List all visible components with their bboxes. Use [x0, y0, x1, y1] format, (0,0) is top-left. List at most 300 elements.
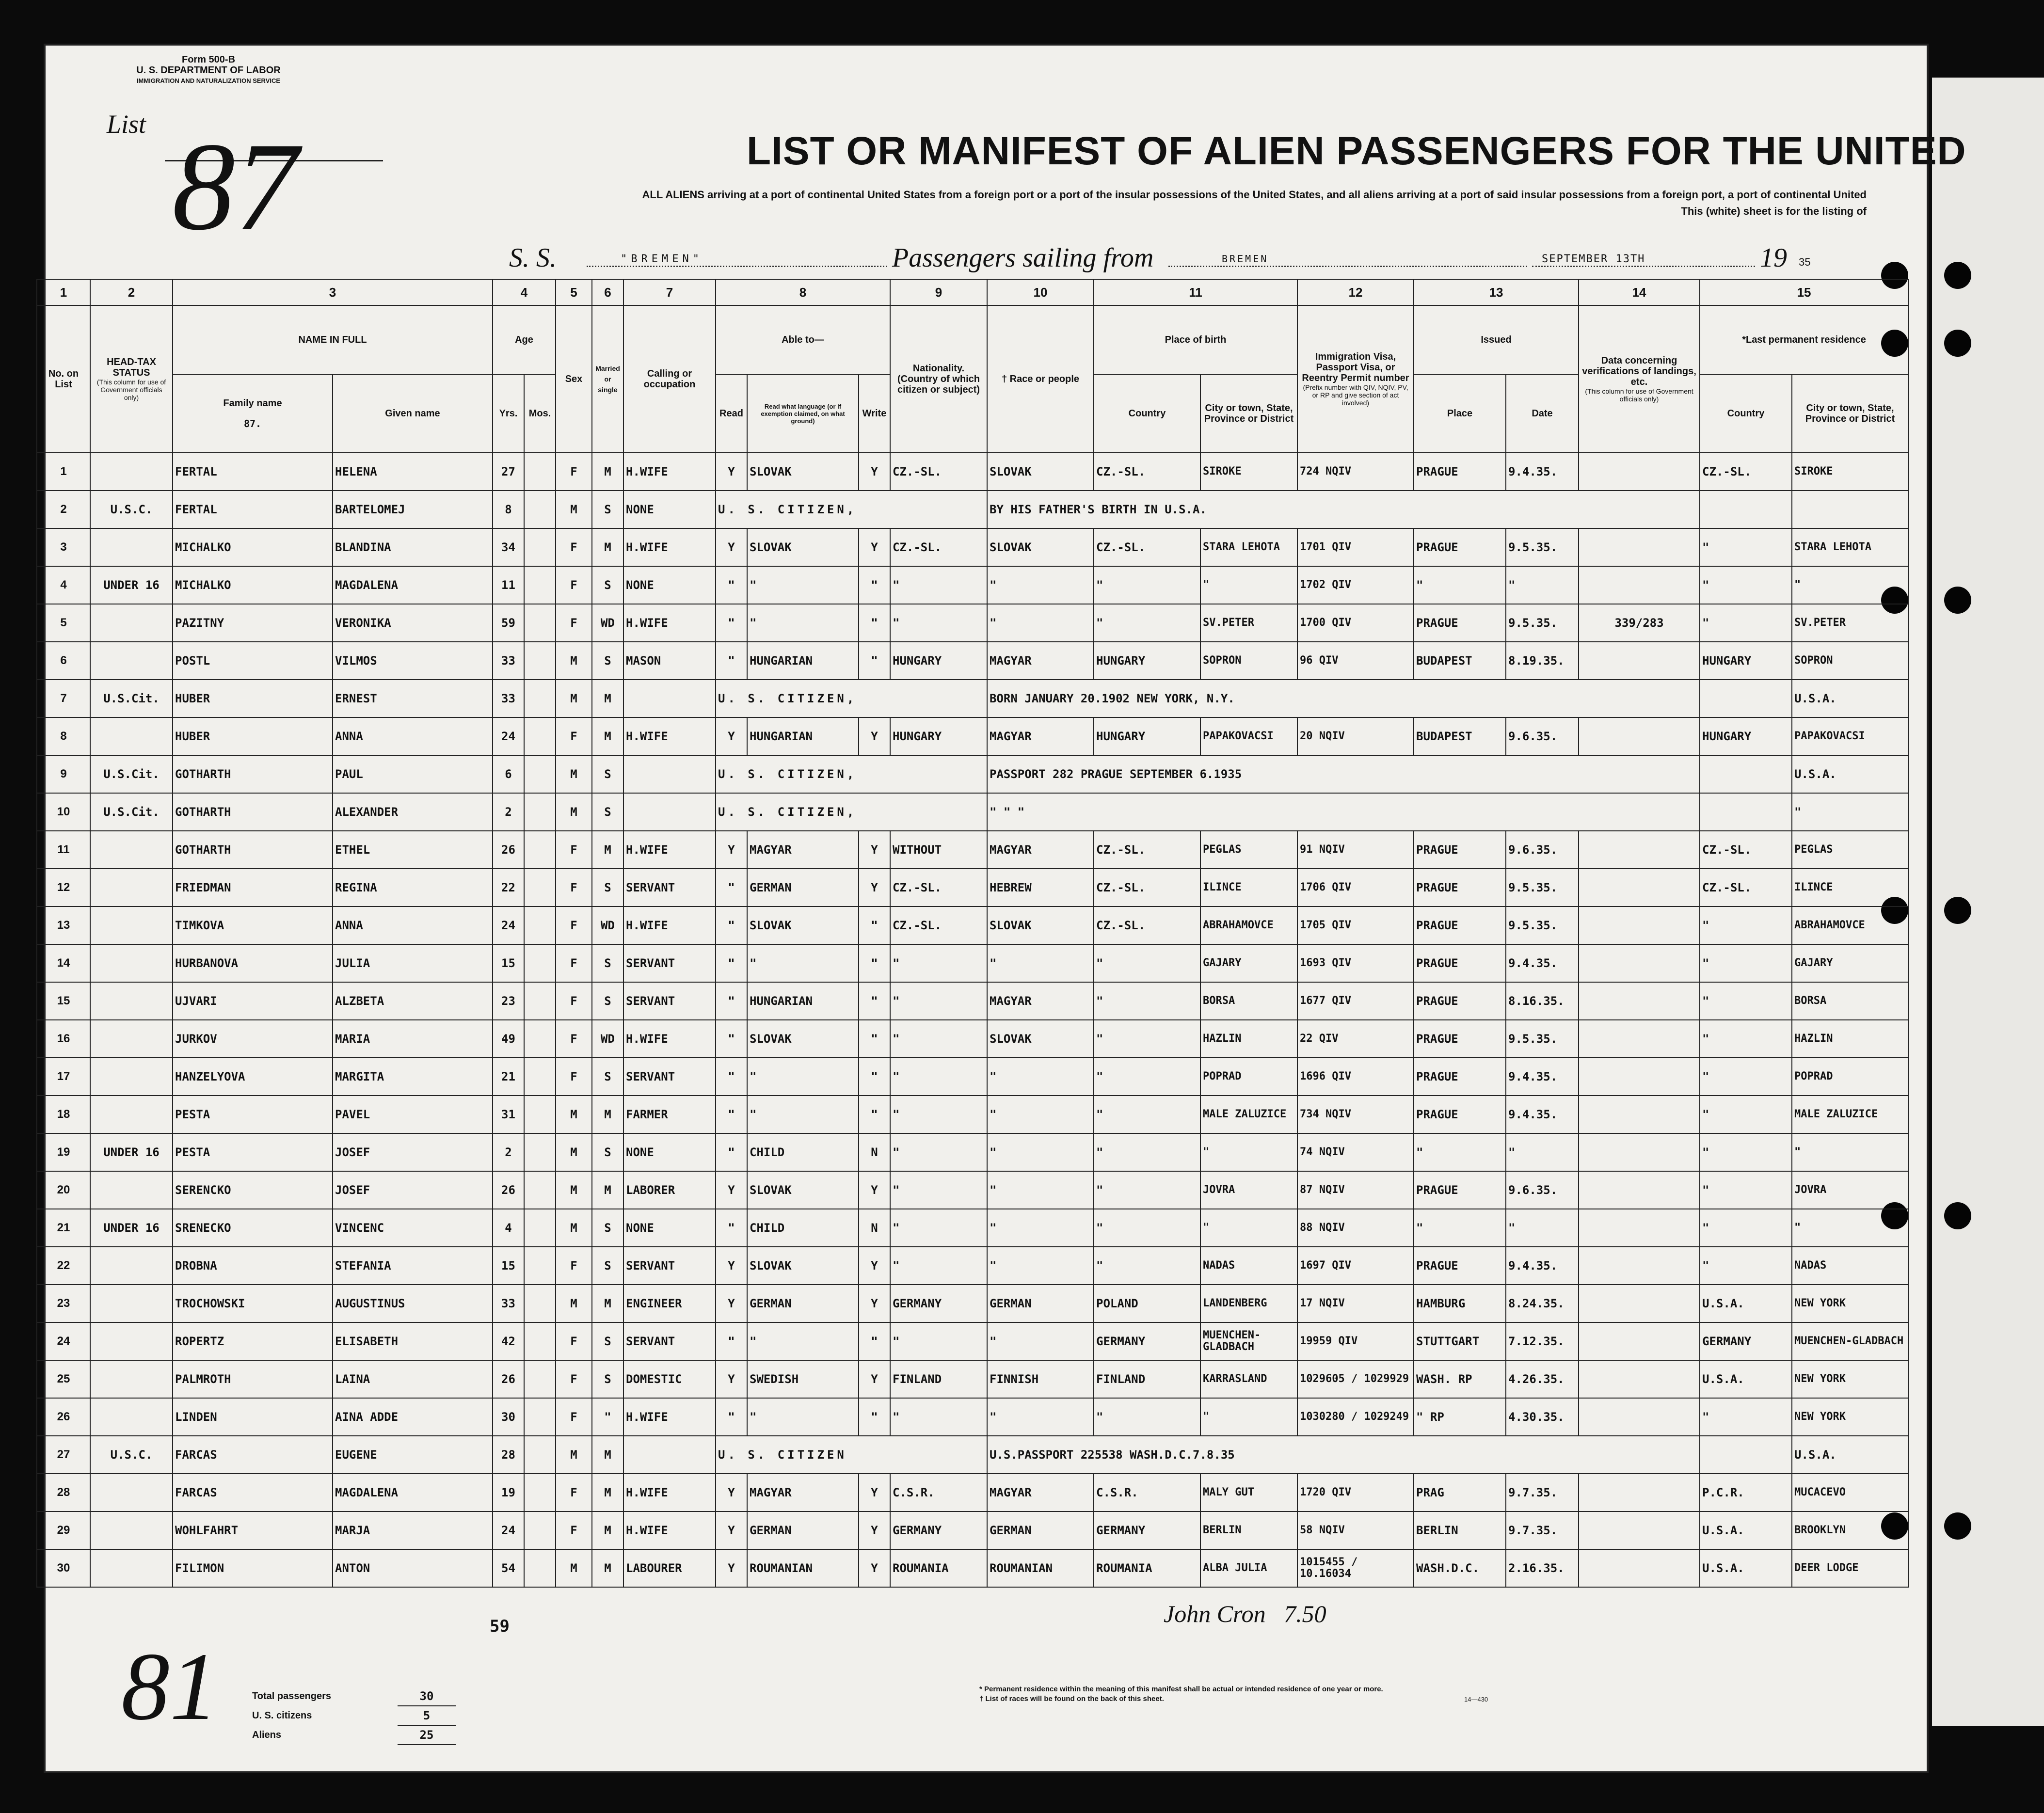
header-issued: Issued: [1414, 305, 1579, 374]
verification: [1579, 1133, 1700, 1171]
column-number: 2: [90, 279, 173, 305]
birth-city: NADAS: [1200, 1247, 1297, 1285]
age-months: [524, 982, 556, 1020]
family-name: PALMROTH: [173, 1360, 333, 1398]
head-tax-status: [90, 1322, 173, 1360]
age-months: [524, 604, 556, 642]
binder-hole: [1944, 1512, 1971, 1540]
family-name: GOTHARTH: [173, 831, 333, 869]
year-prefix: 19: [1760, 243, 1787, 273]
marital-status: WD: [592, 906, 623, 944]
family-name: HURBANOVA: [173, 944, 333, 982]
visa-number: 22 QIV: [1297, 1020, 1414, 1058]
marital-status: S: [592, 944, 623, 982]
birth-country: ": [1094, 1398, 1200, 1436]
age-years: 22: [493, 869, 524, 906]
issued-place: BUDAPEST: [1414, 717, 1506, 755]
family-name: DROBNA: [173, 1247, 333, 1285]
can-read: ": [716, 1322, 747, 1360]
row-number: 25: [37, 1360, 90, 1398]
row-number: 12: [37, 869, 90, 906]
column-number-row: [37, 279, 1908, 305]
issued-date: 9.5.35.: [1506, 869, 1579, 906]
issued-place: ": [1414, 1209, 1506, 1247]
page-count: 59: [490, 1617, 510, 1636]
race: ": [987, 1133, 1094, 1171]
passenger-row: [37, 1398, 1908, 1436]
residence-country: HUNGARY: [1700, 717, 1792, 755]
residence-country: P.C.R.: [1700, 1474, 1792, 1511]
sex: F: [556, 1020, 592, 1058]
nationality: C.S.R.: [890, 1474, 987, 1511]
header-issued-place: Place: [1414, 374, 1506, 453]
marital-status: S: [592, 566, 623, 604]
issued-place: WASH. RP: [1414, 1360, 1506, 1398]
can-write: Y: [859, 1171, 890, 1209]
age-months: [524, 1285, 556, 1322]
birth-city: POPRAD: [1200, 1058, 1297, 1096]
given-name: ANTON: [333, 1549, 493, 1587]
issued-place: PRAG: [1414, 1474, 1506, 1511]
issued-date: 9.6.35.: [1506, 1171, 1579, 1209]
aliens-row: [252, 1726, 504, 1745]
verification: [1579, 1020, 1700, 1058]
subtitle-line-1: ALL ALIENS arriving at a port of continental United States from a foreign port or a port of the insular possessions of the United States, and all aliens arriving at a port of said insular possessions from a foreign port, a port of continental United: [642, 189, 1867, 201]
residence-city: BROOKLYN: [1792, 1511, 1908, 1549]
residence-country: U.S.A.: [1700, 1549, 1792, 1587]
occupation: LABOURER: [623, 1549, 716, 1587]
race: GERMAN: [987, 1285, 1094, 1322]
residence-country: ": [1700, 1020, 1792, 1058]
header-verification: [1579, 305, 1700, 453]
sex: M: [556, 642, 592, 680]
age-months: [524, 1096, 556, 1133]
read-language: HUNGARIAN: [747, 717, 859, 755]
birth-country: FINLAND: [1094, 1360, 1200, 1398]
issued-place: PRAGUE: [1414, 528, 1506, 566]
issued-date: 9.4.35.: [1506, 1096, 1579, 1133]
head-tax-status: U.S.Cit.: [90, 793, 173, 831]
occupation: [623, 755, 716, 793]
issued-date: 9.4.35.: [1506, 1058, 1579, 1096]
visa-number: 1696 QIV: [1297, 1058, 1414, 1096]
head-tax-status: [90, 1549, 173, 1587]
visa-number: 74 NQIV: [1297, 1133, 1414, 1171]
verification: [1579, 717, 1700, 755]
race: ": [987, 1247, 1094, 1285]
age-years: 33: [493, 680, 524, 717]
occupation: DOMESTIC: [623, 1360, 716, 1398]
passenger-row: [37, 1511, 1908, 1549]
can-read: ": [716, 869, 747, 906]
read-language: ROUMANIAN: [747, 1549, 859, 1587]
head-tax-status: [90, 1058, 173, 1096]
header-residence-city: City or town, State, Province or District: [1792, 374, 1908, 453]
can-write: Y: [859, 528, 890, 566]
family-name: PESTA: [173, 1133, 333, 1171]
visa-number: 58 NQIV: [1297, 1511, 1414, 1549]
nationality: ": [890, 1058, 987, 1096]
given-name: MARIA: [333, 1020, 493, 1058]
verification: [1579, 1360, 1700, 1398]
family-name: POSTL: [173, 642, 333, 680]
issued-date: 4.30.35.: [1506, 1398, 1579, 1436]
race: MAGYAR: [987, 831, 1094, 869]
residence-city: MALE ZALUZICE: [1792, 1096, 1908, 1133]
race: ": [987, 1322, 1094, 1360]
header-family-name: [173, 374, 333, 453]
race: ": [987, 1398, 1094, 1436]
marital-status: M: [592, 1436, 623, 1474]
read-language: SLOVAK: [747, 906, 859, 944]
marital-status: M: [592, 528, 623, 566]
given-name: PAUL: [333, 755, 493, 793]
given-name: VILMOS: [333, 642, 493, 680]
issued-place: PRAGUE: [1414, 831, 1506, 869]
header-calling: Calling or occupation: [623, 305, 716, 453]
issued-date: 9.6.35.: [1506, 717, 1579, 755]
issued-place: " RP: [1414, 1398, 1506, 1436]
age-years: 8: [493, 491, 524, 528]
age-years: 26: [493, 1360, 524, 1398]
handwritten-total: 81: [121, 1633, 218, 1740]
age-months: [524, 680, 556, 717]
birth-city: BORSA: [1200, 982, 1297, 1020]
age-months: [524, 642, 556, 680]
birth-city: ILINCE: [1200, 869, 1297, 906]
verification: [1579, 1285, 1700, 1322]
read-language: GERMAN: [747, 869, 859, 906]
verification: [1579, 1096, 1700, 1133]
marital-status: S: [592, 982, 623, 1020]
read-language: CHILD: [747, 1133, 859, 1171]
age-months: [524, 944, 556, 982]
given-name: MAGDALENA: [333, 566, 493, 604]
can-write: ": [859, 906, 890, 944]
head-tax-status: U.S.C.: [90, 1436, 173, 1474]
issued-place: PRAGUE: [1414, 1020, 1506, 1058]
verification: [1579, 1209, 1700, 1247]
column-number: 14: [1579, 279, 1700, 305]
binder-hole: [1944, 1202, 1971, 1229]
read-language: SLOVAK: [747, 528, 859, 566]
column-number: 4: [493, 279, 556, 305]
verification: [1700, 755, 1792, 793]
verification: [1700, 491, 1792, 528]
header-age: Age: [493, 305, 556, 374]
can-read: ": [716, 604, 747, 642]
family-name: LINDEN: [173, 1398, 333, 1436]
passenger-row: [37, 1209, 1908, 1247]
passenger-row: [37, 1549, 1908, 1587]
birth-country: CZ.-SL.: [1094, 906, 1200, 944]
occupation: H.WIFE: [623, 604, 716, 642]
family-name: HANZELYOVA: [173, 1058, 333, 1096]
age-years: 27: [493, 453, 524, 491]
head-tax-status: [90, 1398, 173, 1436]
family-name: JURKOV: [173, 1020, 333, 1058]
residence-country: U.S.A.: [1792, 1436, 1908, 1474]
age-years: 2: [493, 1133, 524, 1171]
visa-label: Immigration Visa, Passport Visa, or Reentry Permit number: [1302, 351, 1409, 383]
visa-number: 1015455 / 10.16034: [1297, 1549, 1414, 1587]
age-months: [524, 528, 556, 566]
residence-city: SV.PETER: [1792, 604, 1908, 642]
nationality: CZ.-SL.: [890, 453, 987, 491]
header-mos: Mos.: [524, 374, 556, 453]
nationality: ROUMANIA: [890, 1549, 987, 1587]
residence-country: GERMANY: [1700, 1322, 1792, 1360]
nationality: ": [890, 982, 987, 1020]
occupation: H.WIFE: [623, 831, 716, 869]
can-read: Y: [716, 1171, 747, 1209]
residence-city: ": [1792, 566, 1908, 604]
given-name: MAGDALENA: [333, 1474, 493, 1511]
row-number: 21: [37, 1209, 90, 1247]
head-tax-note: (This column for use of Government officials only): [96, 378, 166, 401]
birth-country: ": [1094, 1247, 1200, 1285]
can-write: N: [859, 1209, 890, 1247]
read-language: CHILD: [747, 1209, 859, 1247]
can-read: Y: [716, 1360, 747, 1398]
given-name: LAINA: [333, 1360, 493, 1398]
row-number: 22: [37, 1247, 90, 1285]
verification: [1700, 680, 1792, 717]
occupation: H.WIFE: [623, 1474, 716, 1511]
row-number: 23: [37, 1285, 90, 1322]
citizen-detail: PASSPORT 282 PRAGUE SEPTEMBER 6.1935: [987, 755, 1700, 793]
verification: [1579, 642, 1700, 680]
header-read-language: Read what language (or if exemption claimed, on what ground): [747, 374, 859, 453]
birth-country: ": [1094, 1209, 1200, 1247]
head-tax-status: [90, 982, 173, 1020]
can-read: Y: [716, 1549, 747, 1587]
can-read: Y: [716, 831, 747, 869]
head-tax-status: [90, 1096, 173, 1133]
can-read: ": [716, 1096, 747, 1133]
issued-place: PRAGUE: [1414, 453, 1506, 491]
sex: F: [556, 1511, 592, 1549]
residence-city: SOPRON: [1792, 642, 1908, 680]
row-number: 13: [37, 906, 90, 944]
given-name: ALZBETA: [333, 982, 493, 1020]
issued-date: 4.26.35.: [1506, 1360, 1579, 1398]
occupation: [623, 793, 716, 831]
can-write: Y: [859, 1285, 890, 1322]
verification: [1579, 831, 1700, 869]
can-write: ": [859, 604, 890, 642]
read-language: GERMAN: [747, 1511, 859, 1549]
issued-place: PRAGUE: [1414, 869, 1506, 906]
race: MAGYAR: [987, 1474, 1094, 1511]
read-language: ": [747, 1398, 859, 1436]
row-number: 6: [37, 642, 90, 680]
race: HEBREW: [987, 869, 1094, 906]
citizen-detail: BY HIS FATHER'S BIRTH IN U.S.A.: [987, 491, 1700, 528]
verification: [1579, 566, 1700, 604]
age-months: [524, 869, 556, 906]
row-number: 18: [37, 1096, 90, 1133]
passenger-row: [37, 1285, 1908, 1322]
birth-country: ROUMANIA: [1094, 1549, 1200, 1587]
issued-date: ": [1506, 566, 1579, 604]
birth-country: ": [1094, 604, 1200, 642]
row-number: 20: [37, 1171, 90, 1209]
passenger-row: [37, 1171, 1908, 1209]
page-title: LIST OR MANIFEST OF ALIEN PASSENGERS FOR THE UNITED: [747, 129, 1966, 173]
read-language: SLOVAK: [747, 1247, 859, 1285]
issued-date: 9.5.35.: [1506, 906, 1579, 944]
issued-place: PRAGUE: [1414, 1058, 1506, 1096]
birth-city: ": [1200, 1209, 1297, 1247]
age-years: 28: [493, 1436, 524, 1474]
passenger-row: [37, 982, 1908, 1020]
family-name: GOTHARTH: [173, 793, 333, 831]
visa-number: 1677 QIV: [1297, 982, 1414, 1020]
residence-city: STARA LEHOTA: [1792, 528, 1908, 566]
marital-status: M: [592, 1285, 623, 1322]
passenger-row: [37, 680, 1908, 717]
sex: F: [556, 453, 592, 491]
age-years: 33: [493, 1285, 524, 1322]
header-nationality: Nationality. (Country of which citizen or subject): [890, 305, 987, 453]
visa-number: 88 NQIV: [1297, 1209, 1414, 1247]
given-name: BARTELOMEJ: [333, 491, 493, 528]
head-tax-status: [90, 1020, 173, 1058]
subtitle-line-2: This (white) sheet is for the listing of: [1681, 205, 1867, 217]
column-number: 5: [556, 279, 592, 305]
marital-status: S: [592, 793, 623, 831]
age-years: 11: [493, 566, 524, 604]
citizen-note: U. S. CITIZEN: [716, 1436, 987, 1474]
sex: M: [556, 793, 592, 831]
column-number: 6: [592, 279, 623, 305]
family-name: GOTHARTH: [173, 755, 333, 793]
sex: F: [556, 604, 592, 642]
header-head-tax: [90, 305, 173, 453]
citizen-note: U. S. CITIZEN,: [716, 491, 987, 528]
age-months: [524, 1474, 556, 1511]
sex: M: [556, 1285, 592, 1322]
race: MAGYAR: [987, 717, 1094, 755]
visa-number: 1720 QIV: [1297, 1474, 1414, 1511]
marital-status: ": [592, 1398, 623, 1436]
passenger-row: [37, 1058, 1908, 1096]
read-language: HUNGARIAN: [747, 982, 859, 1020]
sailing-date: SEPTEMBER 13TH: [1542, 253, 1645, 265]
birth-country: GERMANY: [1094, 1511, 1200, 1549]
age-months: [524, 1247, 556, 1285]
head-tax-status: [90, 944, 173, 982]
header-visa: [1297, 305, 1414, 453]
marital-status: S: [592, 755, 623, 793]
verification: [1700, 793, 1792, 831]
can-read: ": [716, 982, 747, 1020]
visa-number: 1701 QIV: [1297, 528, 1414, 566]
row-number: 8: [37, 717, 90, 755]
head-tax-status: [90, 642, 173, 680]
marital-status: S: [592, 1247, 623, 1285]
row-number: 16: [37, 1020, 90, 1058]
issued-place: PRAGUE: [1414, 1171, 1506, 1209]
visa-number: 1030280 / 1029249: [1297, 1398, 1414, 1436]
read-language: HUNGARIAN: [747, 642, 859, 680]
read-language: ": [747, 1058, 859, 1096]
race: SLOVAK: [987, 1020, 1094, 1058]
occupation: FARMER: [623, 1096, 716, 1133]
can-read: ": [716, 1133, 747, 1171]
verification: [1579, 1058, 1700, 1096]
occupation: H.WIFE: [623, 1511, 716, 1549]
header-write: Write: [859, 374, 890, 453]
passenger-row: [37, 1360, 1908, 1398]
occupation: H.WIFE: [623, 453, 716, 491]
residence-city: NEW YORK: [1792, 1285, 1908, 1322]
marital-status: M: [592, 1549, 623, 1587]
column-number: 13: [1414, 279, 1579, 305]
age-months: [524, 1171, 556, 1209]
can-read: ": [716, 1398, 747, 1436]
visa-number: 1706 QIV: [1297, 869, 1414, 906]
column-number: 8: [716, 279, 890, 305]
verification: [1579, 906, 1700, 944]
given-name: HELENA: [333, 453, 493, 491]
birth-country: GERMANY: [1094, 1322, 1200, 1360]
sex: M: [556, 1209, 592, 1247]
birth-city: ": [1200, 1398, 1297, 1436]
residence-country: ": [1700, 906, 1792, 944]
age-months: [524, 1058, 556, 1096]
can-write: ": [859, 1398, 890, 1436]
column-number: 15: [1700, 279, 1908, 305]
marital-status: M: [592, 1096, 623, 1133]
family-name: PAZITNY: [173, 604, 333, 642]
race: ROUMANIAN: [987, 1549, 1094, 1587]
marital-status: S: [592, 869, 623, 906]
race: ": [987, 1058, 1094, 1096]
residence-country: ": [1700, 1398, 1792, 1436]
citizen-note: U. S. CITIZEN,: [716, 680, 987, 717]
header-birth-city: City or town, State, Province or District: [1200, 374, 1297, 453]
visa-number: 17 NQIV: [1297, 1285, 1414, 1322]
can-write: Y: [859, 1549, 890, 1587]
birth-country: ": [1094, 1020, 1200, 1058]
can-read: Y: [716, 1474, 747, 1511]
row-number: 17: [37, 1058, 90, 1096]
passenger-row: [37, 717, 1908, 755]
age-years: 21: [493, 1058, 524, 1096]
read-language: ": [747, 604, 859, 642]
visa-number: 1693 QIV: [1297, 944, 1414, 982]
marital-status: M: [592, 717, 623, 755]
passenger-row: [37, 642, 1908, 680]
total-passengers-value: 30: [398, 1687, 456, 1706]
nationality: FINLAND: [890, 1360, 987, 1398]
visa-number: 1700 QIV: [1297, 604, 1414, 642]
issued-date: 2.16.35.: [1506, 1549, 1579, 1587]
family-name: PESTA: [173, 1096, 333, 1133]
visa-number: 96 QIV: [1297, 642, 1414, 680]
family-name: FILIMON: [173, 1549, 333, 1587]
residence-country: ": [1700, 1133, 1792, 1171]
age-months: [524, 906, 556, 944]
sex: M: [556, 1096, 592, 1133]
birth-city: HAZLIN: [1200, 1020, 1297, 1058]
birth-city: PEGLAS: [1200, 831, 1297, 869]
given-name: STEFANIA: [333, 1247, 493, 1285]
age-months: [524, 1511, 556, 1549]
visa-number: 724 NQIV: [1297, 453, 1414, 491]
